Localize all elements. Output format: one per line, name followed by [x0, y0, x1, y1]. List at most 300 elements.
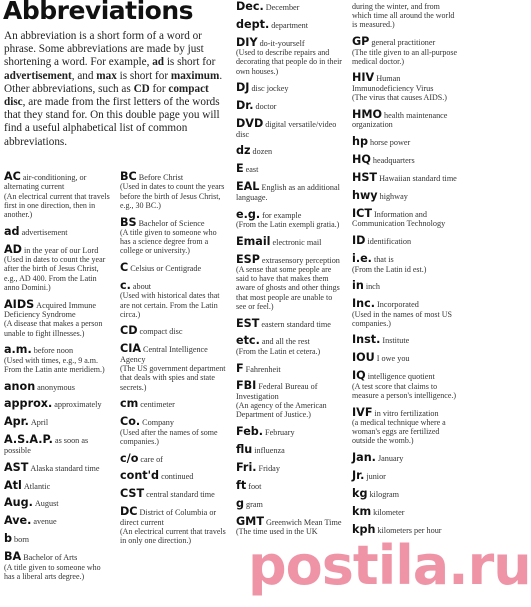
- entry-headline: [352, 206, 458, 229]
- abbreviation-meaning: avenue: [33, 517, 57, 527]
- abbreviation-entry: [352, 206, 458, 229]
- abbreviation-entry: [120, 215, 228, 256]
- abbreviation-note: (A title given to someone who has a science degree from a college or university.): [120, 227, 217, 256]
- abbreviation-meaning: Friday: [258, 463, 280, 473]
- entry-headline: [120, 263, 228, 273]
- abbreviation-meaning: anonymous: [37, 382, 75, 392]
- entry-headline: [4, 379, 112, 393]
- abbreviation-term: dz: [236, 144, 251, 158]
- abbreviation-note: (An electrical current that travels first in one direction, then in another.): [4, 191, 110, 220]
- abbreviation-meaning: February: [265, 428, 295, 438]
- abbreviation-meaning: air-conditioning, or alternating current: [4, 173, 87, 192]
- abbreviation-meaning: kilometer: [373, 507, 405, 517]
- intro-term-maximum: maximum: [170, 69, 220, 82]
- abbreviation-entry: [352, 405, 458, 446]
- abbreviation-entry: [236, 316, 344, 330]
- entry-headline: [236, 164, 344, 174]
- intro-text-1: An abbreviation is a short form of a word or phrase. Some abbreviations are made by just shortening a word. For example,: [4, 30, 204, 69]
- abbreviation-meaning: District of Columbia or direct current: [120, 508, 217, 527]
- abbreviation-entry: [4, 172, 112, 219]
- abbreviation-term: ID: [352, 234, 366, 248]
- abbreviation-entry: [352, 486, 458, 500]
- abbreviation-meaning: in vitro fertilization: [374, 408, 439, 418]
- abbreviation-meaning: highway: [379, 191, 408, 201]
- entry-headline: [4, 417, 112, 427]
- abbreviation-entry: [236, 146, 344, 156]
- abbreviation-meaning: and all the rest: [261, 337, 310, 347]
- entry-headline: [4, 552, 112, 562]
- abbreviation-meaning: August: [34, 499, 59, 509]
- entry-headline: [352, 173, 458, 183]
- abbreviation-entry: [236, 207, 344, 230]
- entry-headline: [236, 182, 344, 202]
- abbreviation-term: BS: [120, 215, 137, 229]
- entry-headline: [236, 361, 344, 375]
- abbreviation-term: BA: [4, 550, 22, 564]
- abbreviation-term: Fri.: [236, 460, 257, 474]
- abbreviation-note: (The title given to an all-purpose medical doctor.): [352, 47, 458, 66]
- entry-headline: [236, 35, 344, 49]
- abbreviation-meaning: Bachelor of Science: [138, 218, 205, 228]
- abbreviation-meaning: for example: [262, 210, 302, 220]
- column-3: [236, 2, 344, 544]
- abbreviation-entry: [236, 234, 344, 248]
- abbreviation-term: IOU: [352, 351, 375, 365]
- abbreviation-term: anon: [4, 379, 36, 393]
- abbreviation-meaning: in the year of our Lord: [23, 245, 99, 255]
- abbreviation-term: AIDS: [4, 297, 35, 311]
- abbreviation-entry: [120, 278, 228, 319]
- abbreviation-term: AD: [4, 242, 22, 256]
- entry-headline: [352, 107, 458, 130]
- abbreviation-meaning: electronic mail: [272, 237, 322, 247]
- abbreviation-meaning: Acquired Immune Deficiency Syndrome: [4, 300, 96, 319]
- intro-term-max: max: [96, 69, 117, 82]
- abbreviation-meaning: Atlantic: [23, 481, 51, 491]
- entry-headline: [4, 345, 112, 355]
- abbreviation-meaning: Fahrenheit: [245, 364, 281, 374]
- abbreviation-entry: [236, 460, 344, 474]
- abbreviation-entry: [236, 336, 344, 356]
- abbreviation-entry: [120, 489, 228, 499]
- entry-headline: [352, 254, 458, 264]
- abbreviation-meaning: as soon as possible: [4, 436, 89, 455]
- abbreviation-meaning: intelligence quotient: [367, 372, 435, 382]
- abbreviation-term: hp: [352, 135, 368, 149]
- abbreviation-meaning: inch: [365, 282, 380, 292]
- abbreviation-entry: [4, 460, 112, 474]
- intro-term-compact-disc: compact disc: [4, 82, 209, 109]
- abbreviation-term: Email: [236, 234, 271, 248]
- abbreviation-term: i.e.: [352, 252, 372, 266]
- abbreviation-entry: [236, 496, 344, 510]
- abbreviation-note: (Used after the names of some companies.): [120, 427, 218, 446]
- abbreviation-meaning: centimeter: [140, 400, 175, 410]
- entry-headline: [236, 460, 344, 474]
- abbreviation-meaning: department: [271, 20, 309, 30]
- abbreviation-entry: [236, 252, 344, 311]
- abbreviation-term: AST: [4, 460, 29, 474]
- abbreviation-meaning: kilometers per hour: [377, 525, 442, 535]
- abbreviation-meaning: Company: [142, 418, 174, 428]
- abbreviation-term: Ave.: [4, 514, 32, 528]
- abbreviation-term: flu: [236, 443, 253, 457]
- abbreviation-entry: [236, 2, 344, 12]
- entry-headline: [352, 236, 458, 246]
- abbreviation-meaning: east: [245, 165, 259, 175]
- intro-text-3: , and: [71, 69, 97, 82]
- abbreviation-note: (The time used in the UK: [236, 527, 318, 537]
- abbreviation-note: (a medical technique where a woman's eggs are fertilized outside the womb.): [352, 417, 446, 446]
- abbreviation-term: etc.: [236, 334, 260, 348]
- abbreviation-entry: [236, 83, 344, 93]
- abbreviation-entry: [120, 172, 228, 210]
- abbreviation-entry: [352, 371, 458, 400]
- abbreviation-entry: [352, 353, 458, 363]
- entry-headline: [352, 468, 458, 482]
- abbreviation-entry: [236, 17, 344, 31]
- abbreviation-term: dept.: [236, 17, 270, 31]
- entry-headline: [4, 399, 112, 409]
- abbreviation-entry: [236, 381, 344, 419]
- abbreviation-entry: [352, 504, 458, 518]
- entry-headline: [236, 17, 344, 31]
- entry-headline: [4, 435, 112, 455]
- abbreviation-meaning: Hawaiian standard time: [379, 174, 457, 184]
- abbreviation-note: (Used in dates to count the years before the birth of Jesus Christ, e.g., 30 BC.): [120, 182, 225, 210]
- abbreviation-meaning: care of: [140, 454, 163, 464]
- abbreviation-note: (Used in dates to count the year after the birth of Jesus Christ, e.g., AD 400. From the Latin anno Domini.): [4, 255, 106, 292]
- abbreviation-entry: [120, 326, 228, 336]
- abbreviation-meaning: Central Intelligence Agency: [120, 345, 208, 364]
- abbreviation-meaning: I owe you: [376, 354, 410, 364]
- intro-term-cd: CD: [133, 82, 150, 95]
- entry-headline: [4, 224, 112, 238]
- abbreviation-entry: [236, 361, 344, 375]
- column-2: [120, 172, 228, 553]
- intro-term-ad: ad: [152, 56, 165, 69]
- abbreviation-meaning: January: [377, 454, 404, 464]
- entry-headline: [352, 73, 458, 93]
- abbreviation-meaning: Before Christ: [138, 173, 184, 182]
- abbreviation-meaning: eastern standard time: [261, 319, 331, 329]
- abbreviation-note: (A title given to someone who has a liberal arts degree.): [4, 562, 101, 581]
- abbreviation-term: hwy: [352, 188, 378, 202]
- entry-headline: [236, 478, 344, 492]
- entry-headline: [236, 2, 344, 12]
- abbreviation-note: (Used with times, e.g., 9 a.m. From the Latin ante meridiem.): [4, 355, 105, 374]
- abbreviation-note: (The virus that causes AIDS.): [352, 93, 447, 103]
- entry-headline: [236, 119, 344, 139]
- abbreviation-meaning: horse power: [369, 138, 411, 148]
- abbreviation-term: cm: [120, 397, 139, 411]
- entry-headline: [352, 353, 458, 363]
- entry-headline: [120, 278, 228, 292]
- entry-headline: [236, 445, 344, 455]
- abbreviation-term: ICT: [352, 206, 373, 220]
- abbreviation-term: kg: [352, 486, 368, 500]
- abbreviation-term: g: [236, 496, 245, 510]
- entry-headline: [236, 146, 344, 156]
- abbreviation-term: approx.: [4, 397, 53, 411]
- abbreviation-entry: [352, 522, 458, 536]
- abbreviation-term: Feb.: [236, 425, 264, 439]
- abbreviation-term: FBI: [236, 379, 257, 393]
- abbreviation-term: CD: [120, 324, 138, 338]
- abbreviation-term: Aug.: [4, 496, 33, 510]
- abbreviation-entry: [120, 344, 228, 391]
- entry-headline: [4, 478, 112, 492]
- intro-text-2: is short for: [164, 56, 216, 69]
- intro-text-6: for: [149, 82, 169, 95]
- abbreviation-entry: [4, 224, 112, 238]
- abbreviation-term: cont'd: [120, 469, 160, 483]
- abbreviation-term: AC: [4, 170, 21, 183]
- abbreviation-entry: [120, 507, 228, 545]
- intro-term-advertisement: advertisement: [4, 69, 72, 82]
- abbreviation-meaning: Information and Communication Technology: [352, 209, 446, 229]
- abbreviation-term: E: [236, 162, 244, 176]
- abbreviation-term: IVF: [352, 405, 373, 419]
- abbreviation-entry: [352, 137, 458, 147]
- abbreviation-entry: [352, 236, 458, 246]
- abbreviation-meaning: foot: [248, 481, 262, 491]
- entry-headline: [352, 504, 458, 518]
- abbreviation-term: BC: [120, 170, 137, 183]
- abbreviation-term: c/o: [120, 451, 139, 465]
- abbreviation-entry: [120, 451, 228, 465]
- entry-headline: [236, 336, 344, 346]
- abbreviation-entry: [352, 155, 458, 165]
- abbreviation-meaning: approximately: [54, 400, 102, 410]
- abbreviation-entry: [236, 182, 344, 202]
- abbreviation-entry: [236, 445, 344, 455]
- entry-headline: [352, 188, 458, 202]
- abbreviation-note: (A sense that some people are said to have that makes them aware of ghosts and other things that most people are unable to see or feel.): [236, 265, 340, 311]
- abbreviation-term: c.: [120, 278, 131, 292]
- entry-headline: [352, 137, 458, 147]
- abbreviation-term: CIA: [120, 342, 142, 356]
- abbreviation-meaning: kilogram: [369, 489, 400, 499]
- abbreviation-term: kph: [352, 522, 376, 536]
- abbreviation-meaning: Bachelor of Arts: [23, 553, 78, 563]
- abbreviation-term: km: [352, 504, 372, 518]
- abbreviation-meaning: advertisement: [21, 227, 68, 237]
- abbreviation-entry: [352, 254, 458, 274]
- abbreviation-term: C: [120, 261, 129, 275]
- entry-headline: [236, 427, 344, 437]
- abbreviation-entry: [4, 534, 112, 544]
- entry-headline: [352, 453, 458, 463]
- abbreviation-meaning: Alaska standard time: [30, 463, 100, 473]
- abbreviation-entry: [352, 2, 458, 30]
- abbreviation-term: Co.: [120, 415, 141, 429]
- abbreviation-entry: [120, 471, 228, 481]
- abbreviation-meaning: disc jockey: [251, 84, 289, 94]
- abbreviation-entry: [120, 417, 228, 446]
- abbreviation-entry: [4, 242, 112, 292]
- abbreviation-term: HMO: [352, 107, 383, 121]
- abbreviation-meaning: extrasensory perception: [261, 255, 340, 265]
- abbreviation-meaning: Greenwich Mean Time: [265, 517, 342, 527]
- intro-text-5: . Other abbreviations, such as: [4, 69, 223, 95]
- abbreviation-entry: [352, 335, 458, 345]
- entry-headline: [236, 101, 344, 111]
- abbreviation-meaning: Incorporated: [377, 300, 419, 310]
- abbreviation-term: e.g.: [236, 207, 261, 221]
- intro-text-7: , are made from the first letters of the words that they stand for. On this double page you will find a useful alphabetical list of common abbreviations.: [4, 96, 220, 148]
- abbreviation-meaning: English as an additional language.: [236, 183, 340, 202]
- abbreviation-note: (Used with historical dates that are not certain. From the Latin circa.): [120, 291, 220, 319]
- abbreviation-entry: [352, 188, 458, 202]
- entry-headline: [120, 451, 228, 465]
- abbreviation-meaning: compact disc: [139, 327, 183, 337]
- abbreviation-term: HQ: [352, 153, 371, 167]
- abbreviation-term: Inc.: [352, 297, 376, 311]
- abbreviation-note: (Used to describe repairs and decorating that people do in their own houses.): [236, 48, 342, 76]
- abbreviation-term: b: [4, 532, 13, 546]
- abbreviation-entry: [4, 399, 112, 409]
- abbreviation-meaning: gram: [246, 499, 263, 509]
- entry-headline: [4, 498, 112, 508]
- abbreviation-note: (From the Latin et cetera.): [236, 346, 321, 356]
- entry-headline: [352, 281, 458, 291]
- abbreviation-term: CST: [120, 487, 145, 501]
- entry-headline: [4, 534, 112, 544]
- abbreviation-meaning: born: [14, 535, 30, 545]
- abbreviation-meaning: headquarters: [372, 156, 415, 166]
- abbreviation-entry: [236, 427, 344, 437]
- abbreviation-entry: [4, 297, 112, 338]
- abbreviation-note: (A disease that makes a person unable to fight illnesses.): [4, 319, 103, 338]
- abbreviation-entry: [120, 399, 228, 409]
- entry-headline: [4, 172, 112, 192]
- entry-headline: [352, 371, 458, 381]
- abbreviation-meaning: general practitioner: [371, 38, 436, 48]
- entry-headline: [4, 297, 112, 320]
- watermark-logo: postila.ru: [248, 534, 531, 597]
- entry-headline: [236, 207, 344, 221]
- column-1: [4, 172, 112, 588]
- abbreviation-meaning: digital versatile/video disc: [236, 120, 337, 139]
- abbreviation-term: GP: [352, 35, 370, 49]
- abbreviation-entry: [4, 516, 112, 526]
- entry-headline: [120, 417, 228, 427]
- entry-headline: [120, 326, 228, 336]
- entry-headline: [236, 496, 344, 510]
- entry-headline: [120, 215, 228, 229]
- abbreviation-entry: [352, 73, 458, 102]
- entry-headline: [352, 522, 458, 536]
- abbreviation-term: ESP: [236, 252, 260, 266]
- abbreviation-note: during the winter, and from which time all around the world is measured.): [352, 2, 455, 30]
- abbreviation-meaning: central standard time: [146, 490, 215, 500]
- abbreviation-term: IQ: [352, 369, 366, 383]
- entry-headline: [120, 471, 228, 481]
- entry-headline: [352, 486, 458, 500]
- abbreviation-note: (An agency of the American Department of Justice.): [236, 401, 327, 420]
- entry-headline: [4, 516, 112, 526]
- abbreviation-term: ft: [236, 478, 247, 492]
- abbreviation-note: (A test score that claims to measure a person's intelligence.): [352, 381, 457, 400]
- abbreviation-term: Inst.: [352, 333, 381, 347]
- abbreviation-meaning: influenza: [254, 446, 285, 456]
- abbreviation-entry: [352, 299, 458, 328]
- abbreviation-meaning: dozen: [252, 147, 273, 157]
- abbreviation-term: Jan.: [352, 451, 376, 465]
- abbreviation-entry: [4, 417, 112, 427]
- abbreviation-note: (Used in the names of most US companies.): [352, 309, 452, 328]
- abbreviation-meaning: Institute: [382, 336, 410, 346]
- entry-headline: [352, 335, 458, 345]
- abbreviation-meaning: Celsius or Centigrade: [130, 264, 202, 274]
- entry-headline: [4, 460, 112, 474]
- column-4: [352, 2, 458, 543]
- abbreviation-term: HIV: [352, 71, 375, 85]
- entry-headline: [120, 399, 228, 409]
- entry-headline: [236, 252, 344, 266]
- abbreviation-term: Jr.: [352, 468, 365, 482]
- abbreviation-term: DVD: [236, 117, 264, 131]
- entry-headline: [352, 37, 458, 47]
- abbreviation-meaning: junior: [366, 471, 386, 481]
- abbreviation-entry: [352, 468, 458, 482]
- entry-headline: [236, 83, 344, 93]
- abbreviation-term: GMT: [236, 514, 264, 528]
- entry-headline: [4, 242, 112, 256]
- abbreviation-meaning: December: [265, 3, 300, 12]
- abbreviation-entry: [4, 345, 112, 374]
- abbreviation-entry: [120, 263, 228, 273]
- abbreviation-term: EST: [236, 316, 260, 330]
- abbreviation-term: in: [352, 279, 364, 293]
- abbreviation-entry: [236, 119, 344, 139]
- abbreviation-entry: [236, 101, 344, 111]
- abbreviation-term: Dec.: [236, 0, 264, 13]
- entry-headline: [120, 172, 228, 182]
- abbreviation-note: (From the Latin exempli gratia.): [236, 219, 340, 229]
- abbreviation-meaning: April: [30, 418, 49, 428]
- page-title: Abbreviations: [3, 0, 194, 25]
- entry-headline: [120, 489, 228, 499]
- abbreviation-term: HST: [352, 171, 378, 185]
- entry-headline: [236, 234, 344, 248]
- abbreviation-meaning: Federal Bureau of Investigation: [236, 382, 318, 401]
- abbreviation-entry: [4, 435, 112, 455]
- abbreviation-term: Dr.: [236, 99, 254, 113]
- abbreviation-entry: [4, 498, 112, 508]
- entry-headline: [352, 299, 458, 309]
- intro-text-4: is short for: [116, 69, 171, 82]
- entry-headline: [236, 316, 344, 330]
- entry-headline: [352, 405, 458, 419]
- abbreviation-term: Apr.: [4, 415, 29, 429]
- abbreviation-entry: [352, 173, 458, 183]
- abbreviation-entry: [236, 514, 344, 537]
- entry-headline: [120, 344, 228, 364]
- entry-headline: [236, 514, 344, 528]
- abbreviation-meaning: about: [132, 281, 152, 291]
- intro-paragraph: [4, 30, 226, 149]
- entry-headline: [120, 507, 228, 527]
- abbreviation-meaning: that is: [373, 255, 394, 265]
- abbreviation-term: EAL: [236, 180, 260, 194]
- entry-headline: [352, 155, 458, 165]
- abbreviation-entry: [352, 281, 458, 291]
- abbreviation-meaning: before noon: [33, 346, 74, 356]
- abbreviation-meaning: identification: [367, 237, 412, 247]
- abbreviation-note: (From the Latin id est.): [352, 264, 427, 274]
